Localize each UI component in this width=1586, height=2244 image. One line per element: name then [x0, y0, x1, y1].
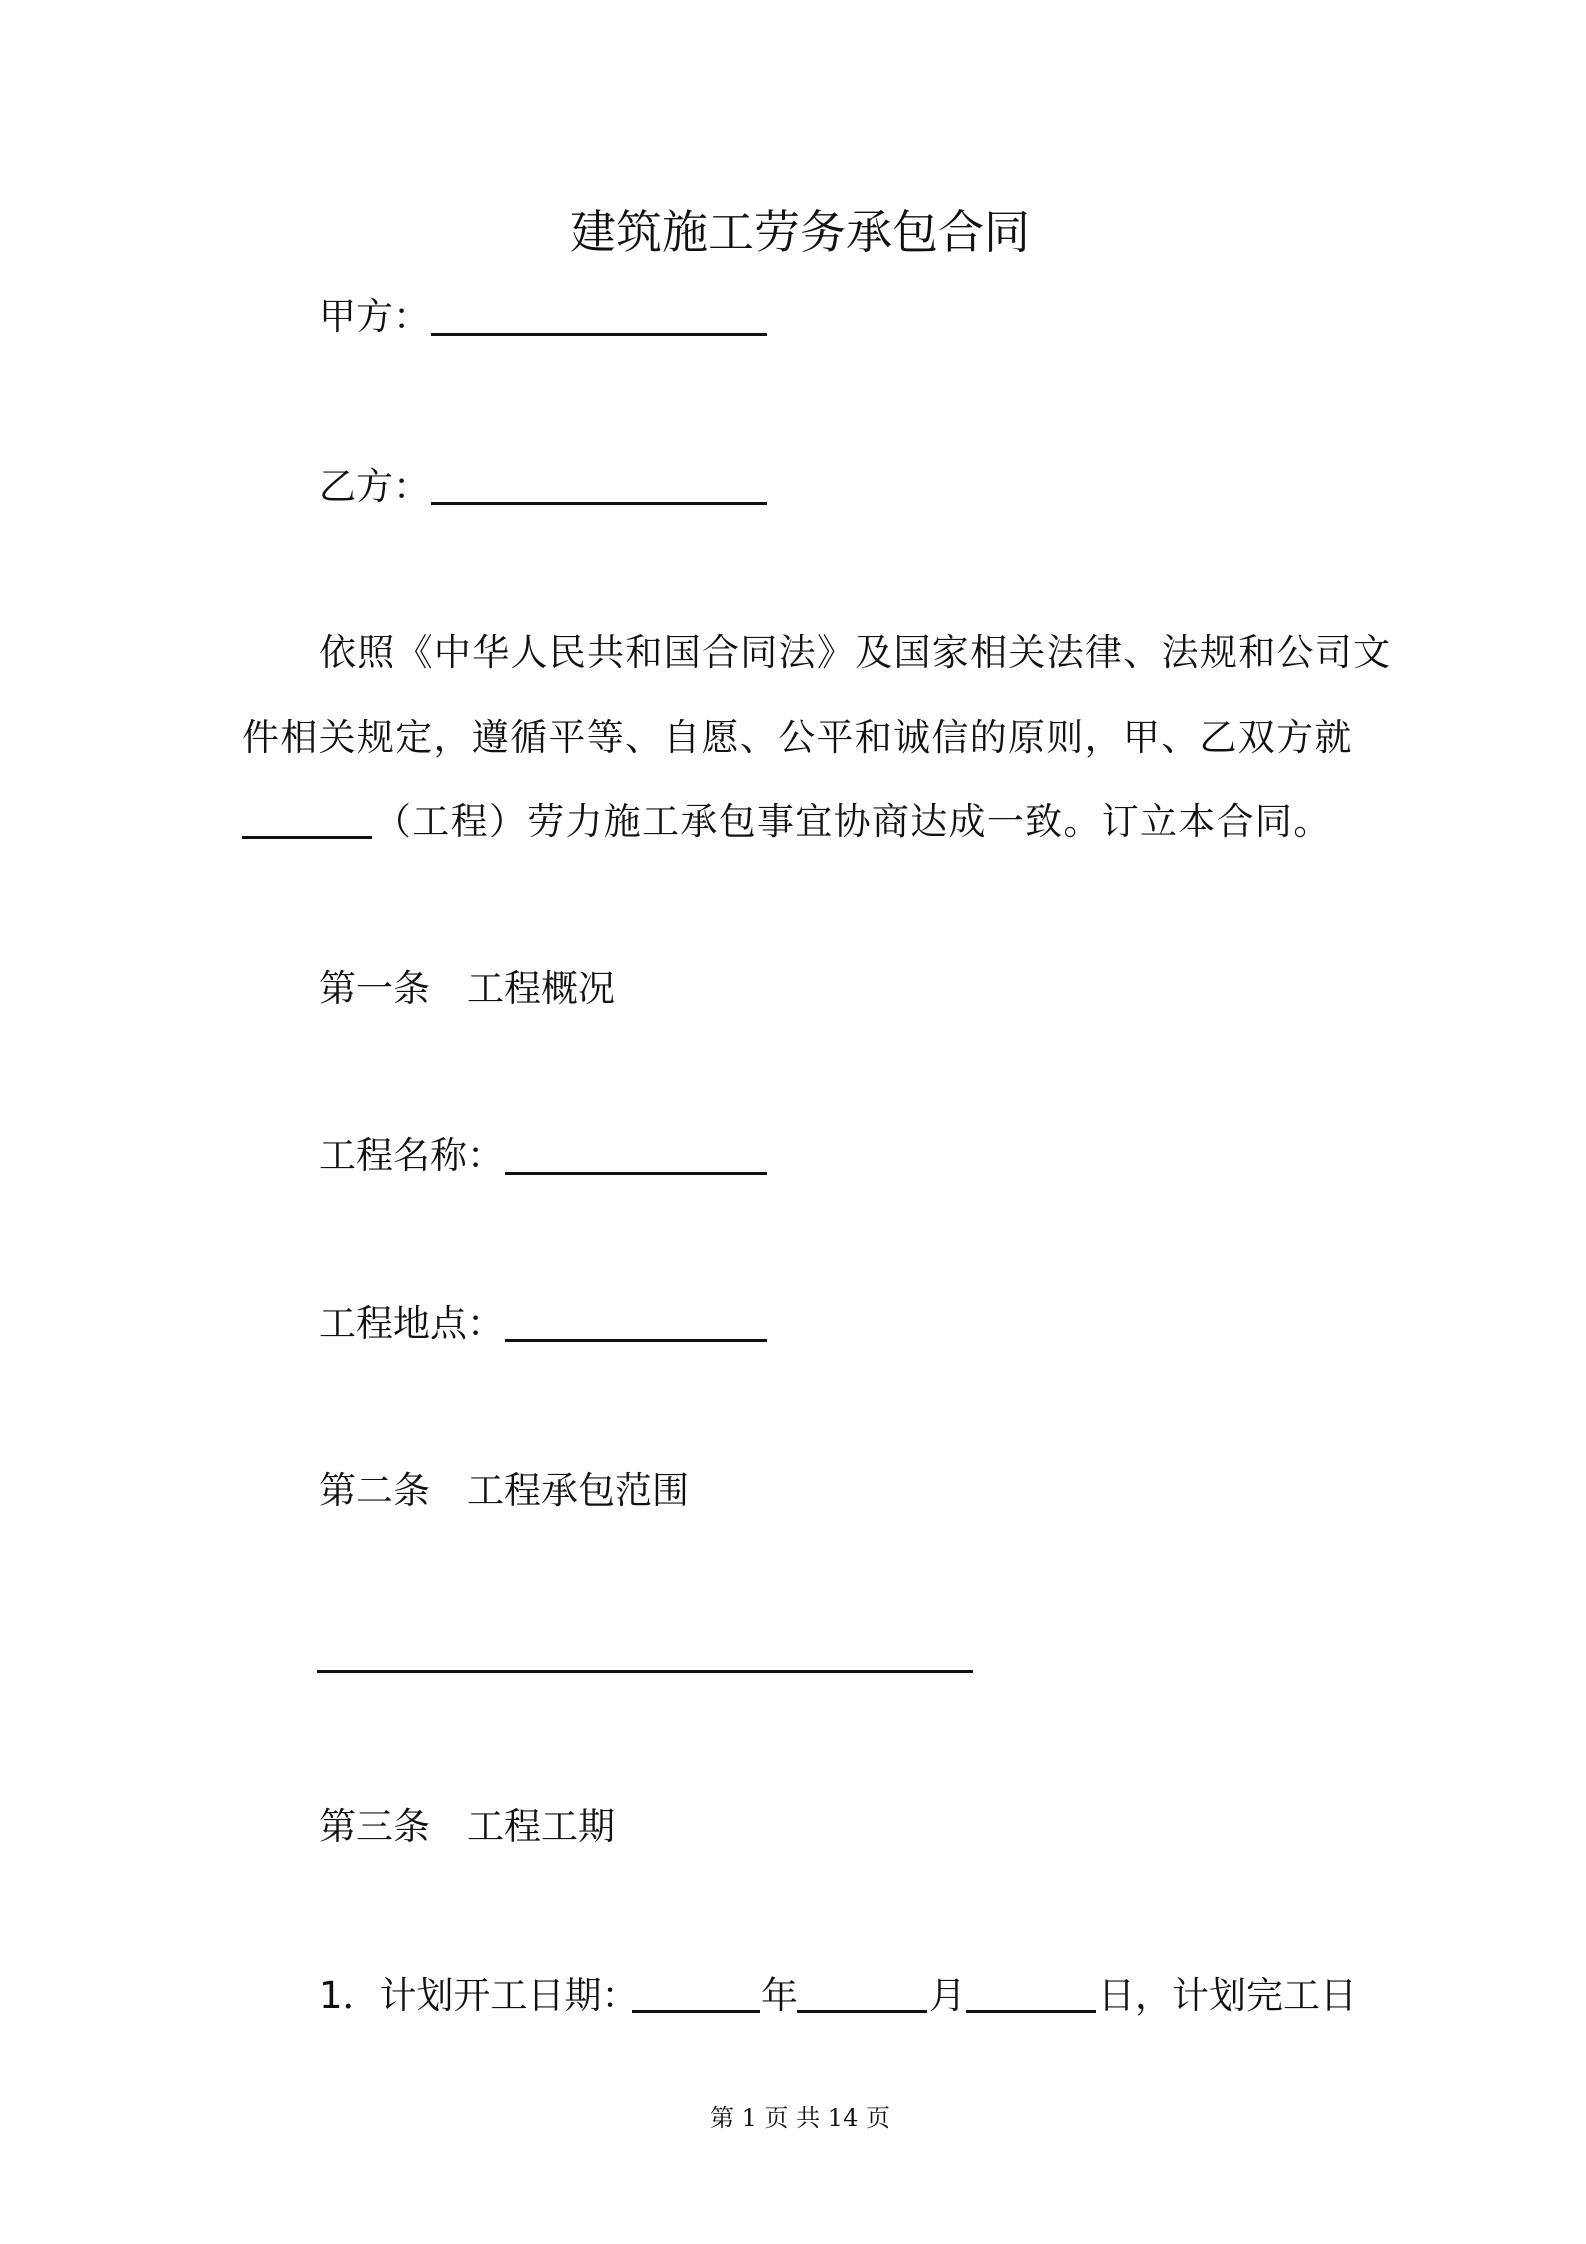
start-month-blank	[797, 2010, 927, 2013]
start-year-blank	[632, 2010, 760, 2013]
start-day-blank	[966, 2010, 1096, 2013]
project-name-blank	[505, 1172, 767, 1175]
year-label: 年	[761, 1974, 798, 2017]
party-b-blank	[431, 502, 767, 505]
item-1-prefix: 1．计划开工日期：	[319, 1974, 639, 2017]
intro-line-2: 件相关规定，遵循平等、自愿、公平和诚信的原则，甲、乙双方就	[242, 716, 1353, 759]
project-location-blank	[505, 1339, 767, 1342]
project-blank-inline	[242, 836, 372, 839]
document-title: 建筑施工劳务承包合同	[570, 205, 1030, 259]
month-label: 月	[929, 1974, 966, 2017]
project-name-label: 工程名称：	[319, 1134, 504, 1177]
intro-line-1: 依照《中华人民共和国合同法》及国家相关法律、法规和公司文	[319, 631, 1392, 674]
party-b-label: 乙方：	[319, 465, 430, 508]
intro-line-3: （工程）劳力施工承包事宜协商达成一致。订立本合同。	[374, 800, 1332, 843]
project-location-label: 工程地点：	[319, 1302, 504, 1345]
article-1-heading: 第一条 工程概况	[319, 967, 615, 1010]
article-2-heading: 第二条 工程承包范围	[319, 1469, 689, 1512]
day-suffix: 日，计划完工日	[1098, 1974, 1357, 2017]
article-3-heading: 第三条 工程工期	[319, 1805, 615, 1848]
page-footer: 第 1 页 共 14 页	[710, 2104, 890, 2132]
party-a-blank	[431, 333, 767, 336]
scope-blank	[317, 1670, 973, 1673]
party-a-label: 甲方：	[319, 295, 430, 338]
